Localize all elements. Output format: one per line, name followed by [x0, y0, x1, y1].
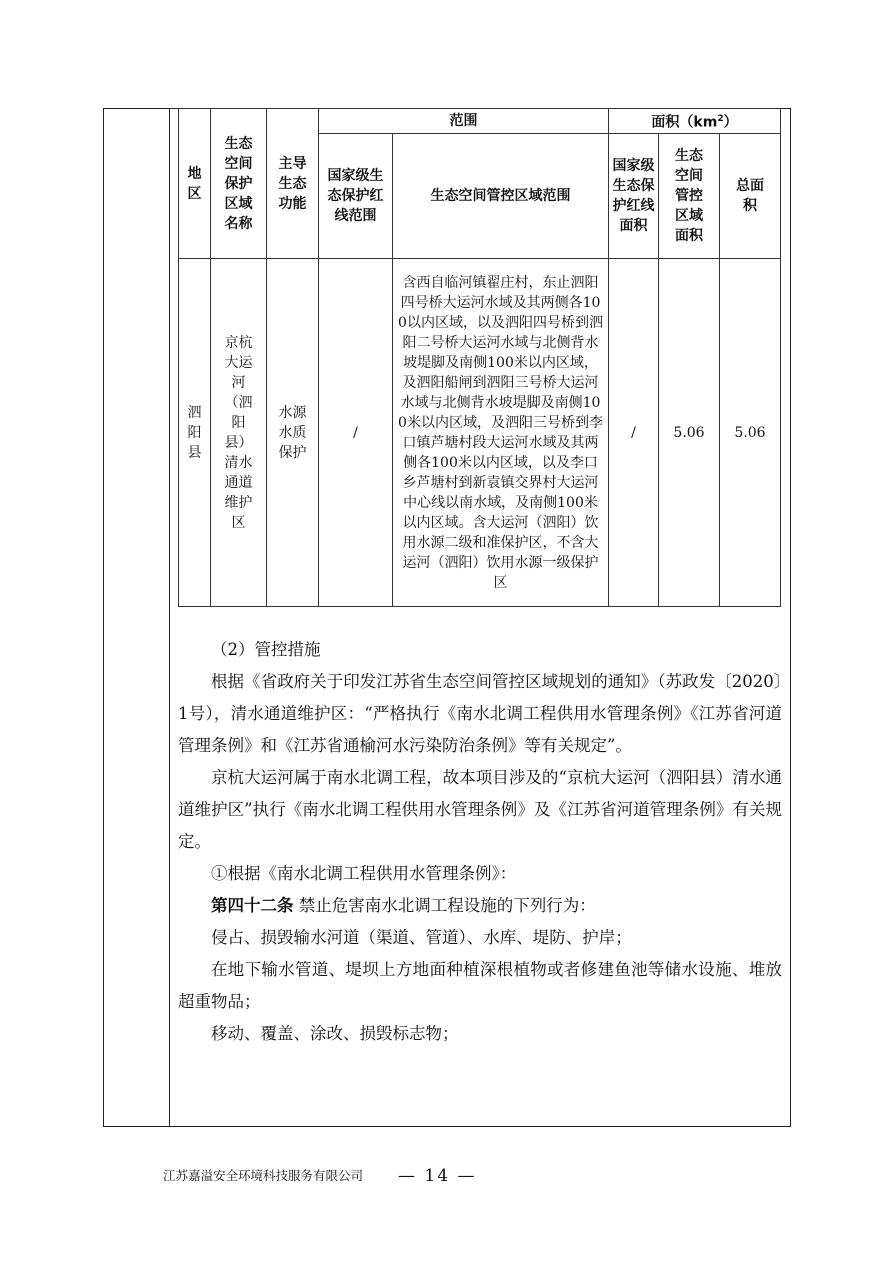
cell-main-function: 水源水质保护: [267, 259, 319, 607]
header-area: 面积$(km^2)$: [609, 109, 781, 134]
paragraph: 京杭大运河属于南水北调工程，故本项目涉及的“京杭大运河（泗阳县）清水通道维护区”执行《南水北调工程供用水管理条例》及《江苏省河道管理条例》有关规定。: [178, 768, 782, 851]
cell-control-area: 5.06: [659, 259, 720, 607]
table-row: [179, 259, 781, 607]
paragraph: 根据《省政府关于印发江苏省生态空间管控区域规划的通知》（苏政发〔2020〕1号），清水通道维护区：“严格执行《南水北调工程供用水管理条例》《江苏省河道管理条例》和《江苏省通榆河水污染防治条例》等有关规定”。: [178, 672, 782, 755]
header-control-area: 生态空间管控区域面积: [659, 134, 720, 259]
cell-zone-name: 京杭大运河（泗阳县）清水通道维护区: [211, 259, 267, 607]
header-control-scope: 生态空间管控区域范围: [393, 134, 609, 259]
section-heading: （2）管控措施: [211, 640, 321, 659]
article-paragraph: 第四十二条 禁止危害南水北调工程设施的下列行为：: [211, 896, 596, 915]
page-number: — 14 —: [398, 1166, 477, 1186]
cell-national-redline-area: /: [609, 259, 659, 607]
header-scope: 范围: [319, 109, 609, 134]
cell-control-scope: 含西自临河镇翟庄村，东止泗阳四号桥大运河水域及其两侧各100以内区域，以及泗阳四号桥到泗阳二号桥大运河水域与北侧背水坡堤脚及南侧100米以内区域，及泗阳船闸到泗阳三号桥大运河水域与北侧背水坡堤脚及南侧100米以内区域，及泗阳三号桥到李口镇芦塘村段大运河水域及其两侧各100米以内区域，以及李口乡芦塘村到新袁镇交界村大运河中心线以南水域，及南侧100米以内区域。含大运河（泗阳）饮用水源二级和准保护区，不含大运河（泗阳）饮用水源一级保护区: [393, 259, 609, 607]
header-zone-name: 生态空间保护区域名称: [211, 109, 267, 259]
paragraph: ①根据《南水北调工程供用水管理条例》：: [211, 864, 517, 883]
body-text: [178, 634, 782, 1050]
article-number: 第四十二条: [211, 896, 294, 915]
header-main-function: 主导生态功能: [267, 109, 319, 259]
cell-region: 泗阳县: [179, 259, 211, 607]
header-total-area: 总面积: [720, 134, 781, 259]
paragraph: 侵占、损毁输水河道（渠道、管道）、水库、堤防、护岸；: [211, 928, 632, 947]
header-region: 地区: [179, 109, 211, 259]
paragraph: 移动、覆盖、涂改、损毁标志物；: [211, 1024, 459, 1043]
cell-national-redline-scope: /: [319, 259, 393, 607]
cell-total-area: 5.06: [720, 259, 781, 607]
paragraph: 在地下输水管道、堤坝上方地面种植深根植物或者修建鱼池等储水设施、堆放超重物品；: [178, 960, 782, 1011]
margin-line: [169, 108, 170, 1127]
header-national-redline-area: 国家级生态保护红线面积: [609, 134, 659, 259]
footer-company: 江苏嘉溢安全环境科技服务有限公司: [163, 1168, 364, 1183]
eco-zone-table: [178, 108, 781, 607]
header-national-redline-scope: 国家级生态保护红线范围: [319, 134, 393, 259]
